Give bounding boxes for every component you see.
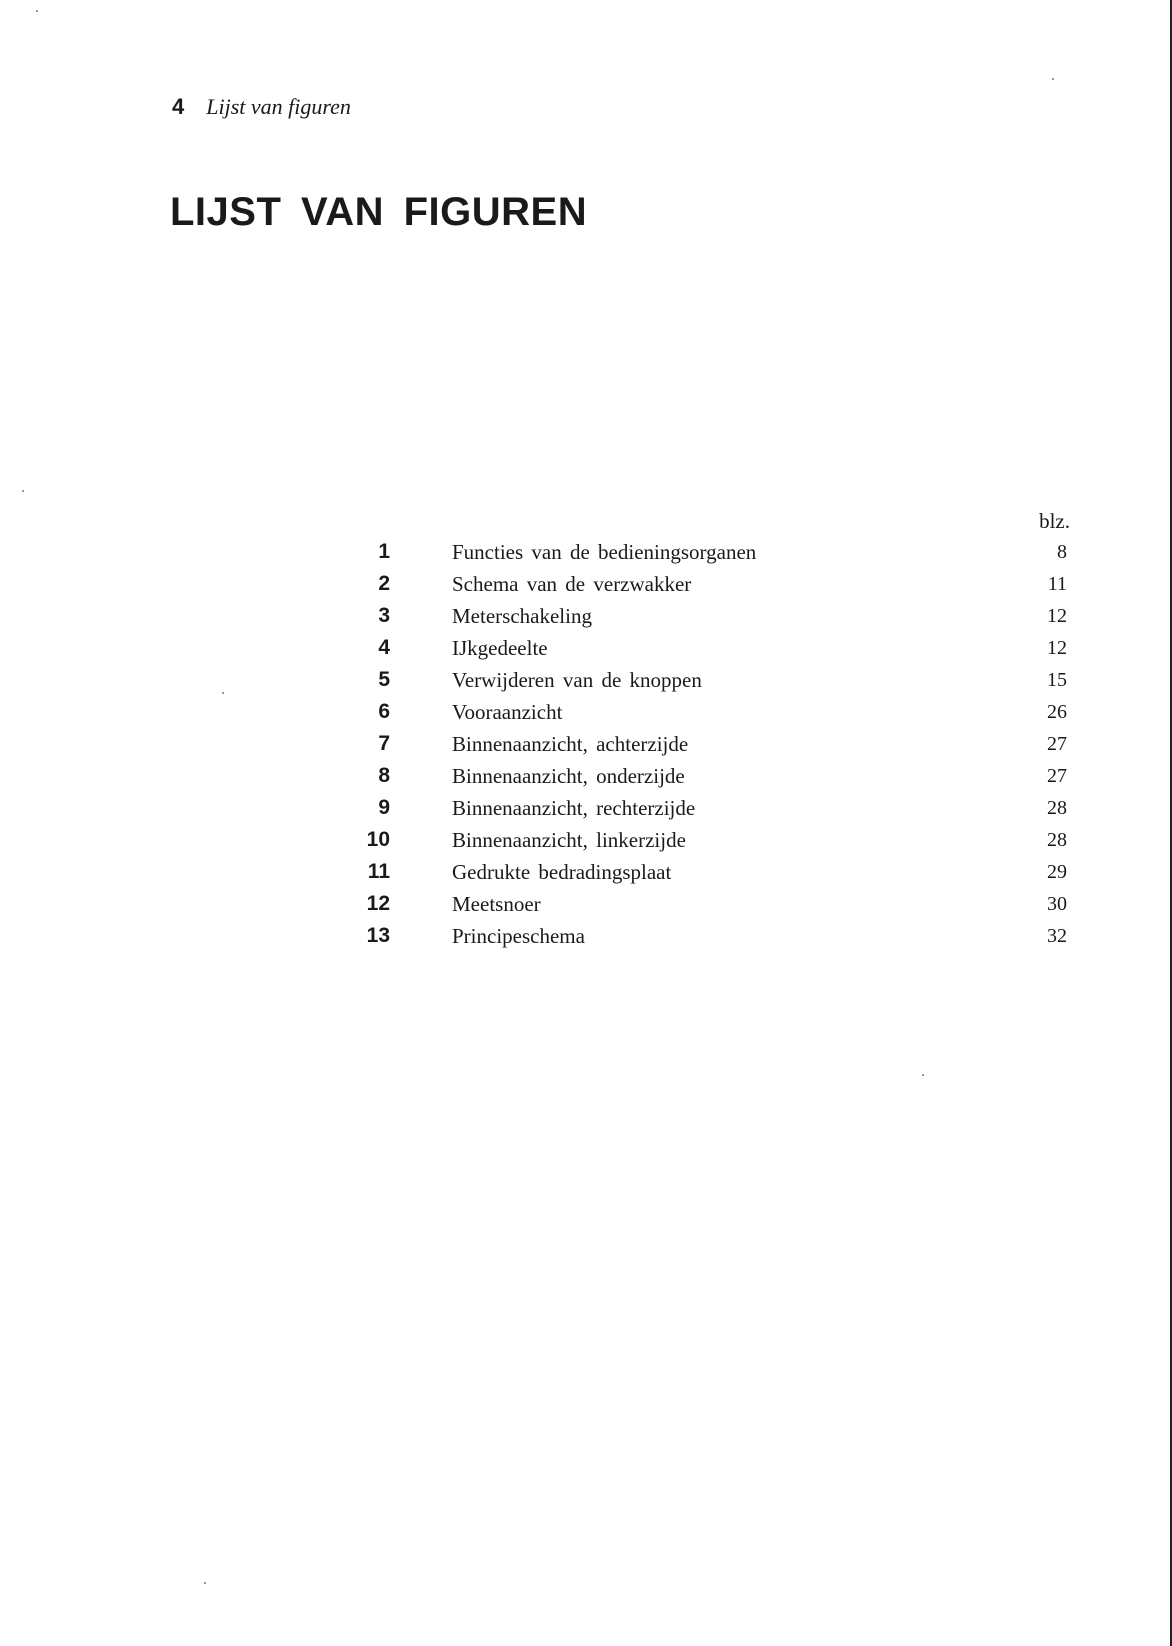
page-title: LIJST VAN FIGUREN [170, 190, 588, 234]
figure-page-number: 27 [1047, 765, 1067, 787]
figure-number: 13 [366, 924, 390, 947]
figure-page-number: 15 [1047, 669, 1067, 691]
figure-row [350, 696, 1070, 728]
figure-page-number: 29 [1047, 861, 1067, 883]
figure-number: 11 [367, 860, 390, 883]
running-title: Lijst van figuren [206, 94, 351, 119]
figure-row [350, 824, 1070, 856]
figure-number: 2 [378, 572, 390, 595]
figure-page-number: 26 [1047, 701, 1067, 723]
figure-row [350, 920, 1070, 952]
figure-caption: Meterschakeling [452, 604, 592, 628]
figure-caption: Functies van de bedieningsorganen [452, 540, 757, 564]
figure-caption: Binnenaanzicht, linkerzijde [452, 828, 686, 852]
page-number: 4 [172, 94, 185, 119]
scan-speck [22, 490, 24, 492]
figure-caption: Principeschema [452, 924, 585, 948]
page-column-label: blz. [1039, 509, 1070, 533]
figure-row [350, 568, 1070, 600]
figure-caption: Schema van de verzwakker [452, 572, 692, 596]
figure-number: 7 [378, 732, 390, 755]
figure-row [350, 664, 1070, 696]
figure-number: 3 [378, 604, 390, 627]
scan-speck [36, 10, 38, 12]
figure-row [350, 632, 1070, 664]
figure-number: 4 [378, 636, 390, 659]
figure-rows [350, 536, 1070, 952]
figure-number: 9 [378, 796, 390, 819]
figure-number: 12 [366, 892, 390, 915]
scan-speck [204, 1582, 206, 1584]
figure-number: 10 [366, 828, 390, 851]
figure-number: 8 [378, 764, 390, 787]
figure-caption: Verwijderen van de knoppen [452, 668, 702, 692]
figure-caption: Binnenaanzicht, achterzijde [452, 732, 689, 756]
figure-page-number: 12 [1047, 605, 1067, 627]
figure-page-number: 27 [1047, 733, 1067, 755]
figure-page-number: 12 [1047, 637, 1067, 659]
figure-row [350, 792, 1070, 824]
figure-caption: Gedrukte bedradingsplaat [452, 860, 672, 884]
running-header [172, 92, 351, 122]
figure-page-number: 28 [1047, 797, 1067, 819]
figure-caption: Vooraanzicht [452, 700, 563, 724]
figure-page-number: 8 [1057, 541, 1067, 563]
scan-speck [922, 1074, 924, 1076]
figure-row [350, 728, 1070, 760]
figure-row [350, 856, 1070, 888]
figure-caption: Meetsnoer [452, 892, 541, 916]
figure-page-number: 11 [1047, 573, 1067, 595]
figure-caption: IJkgedeelte [452, 636, 548, 660]
scan-speck [222, 692, 224, 694]
figure-list [350, 506, 1070, 952]
figure-number: 1 [378, 540, 390, 563]
figure-caption: Binnenaanzicht, onderzijde [452, 764, 685, 788]
figure-row [350, 536, 1070, 568]
figure-row [350, 600, 1070, 632]
figure-caption: Binnenaanzicht, rechterzijde [452, 796, 696, 820]
figure-row [350, 760, 1070, 792]
figure-page-number: 28 [1047, 829, 1067, 851]
figure-number: 5 [378, 668, 390, 691]
figure-page-number: 30 [1047, 893, 1067, 915]
scan-speck [1052, 78, 1054, 80]
figure-number: 6 [378, 700, 390, 723]
figure-page-number: 32 [1047, 925, 1067, 947]
figure-row [350, 888, 1070, 920]
